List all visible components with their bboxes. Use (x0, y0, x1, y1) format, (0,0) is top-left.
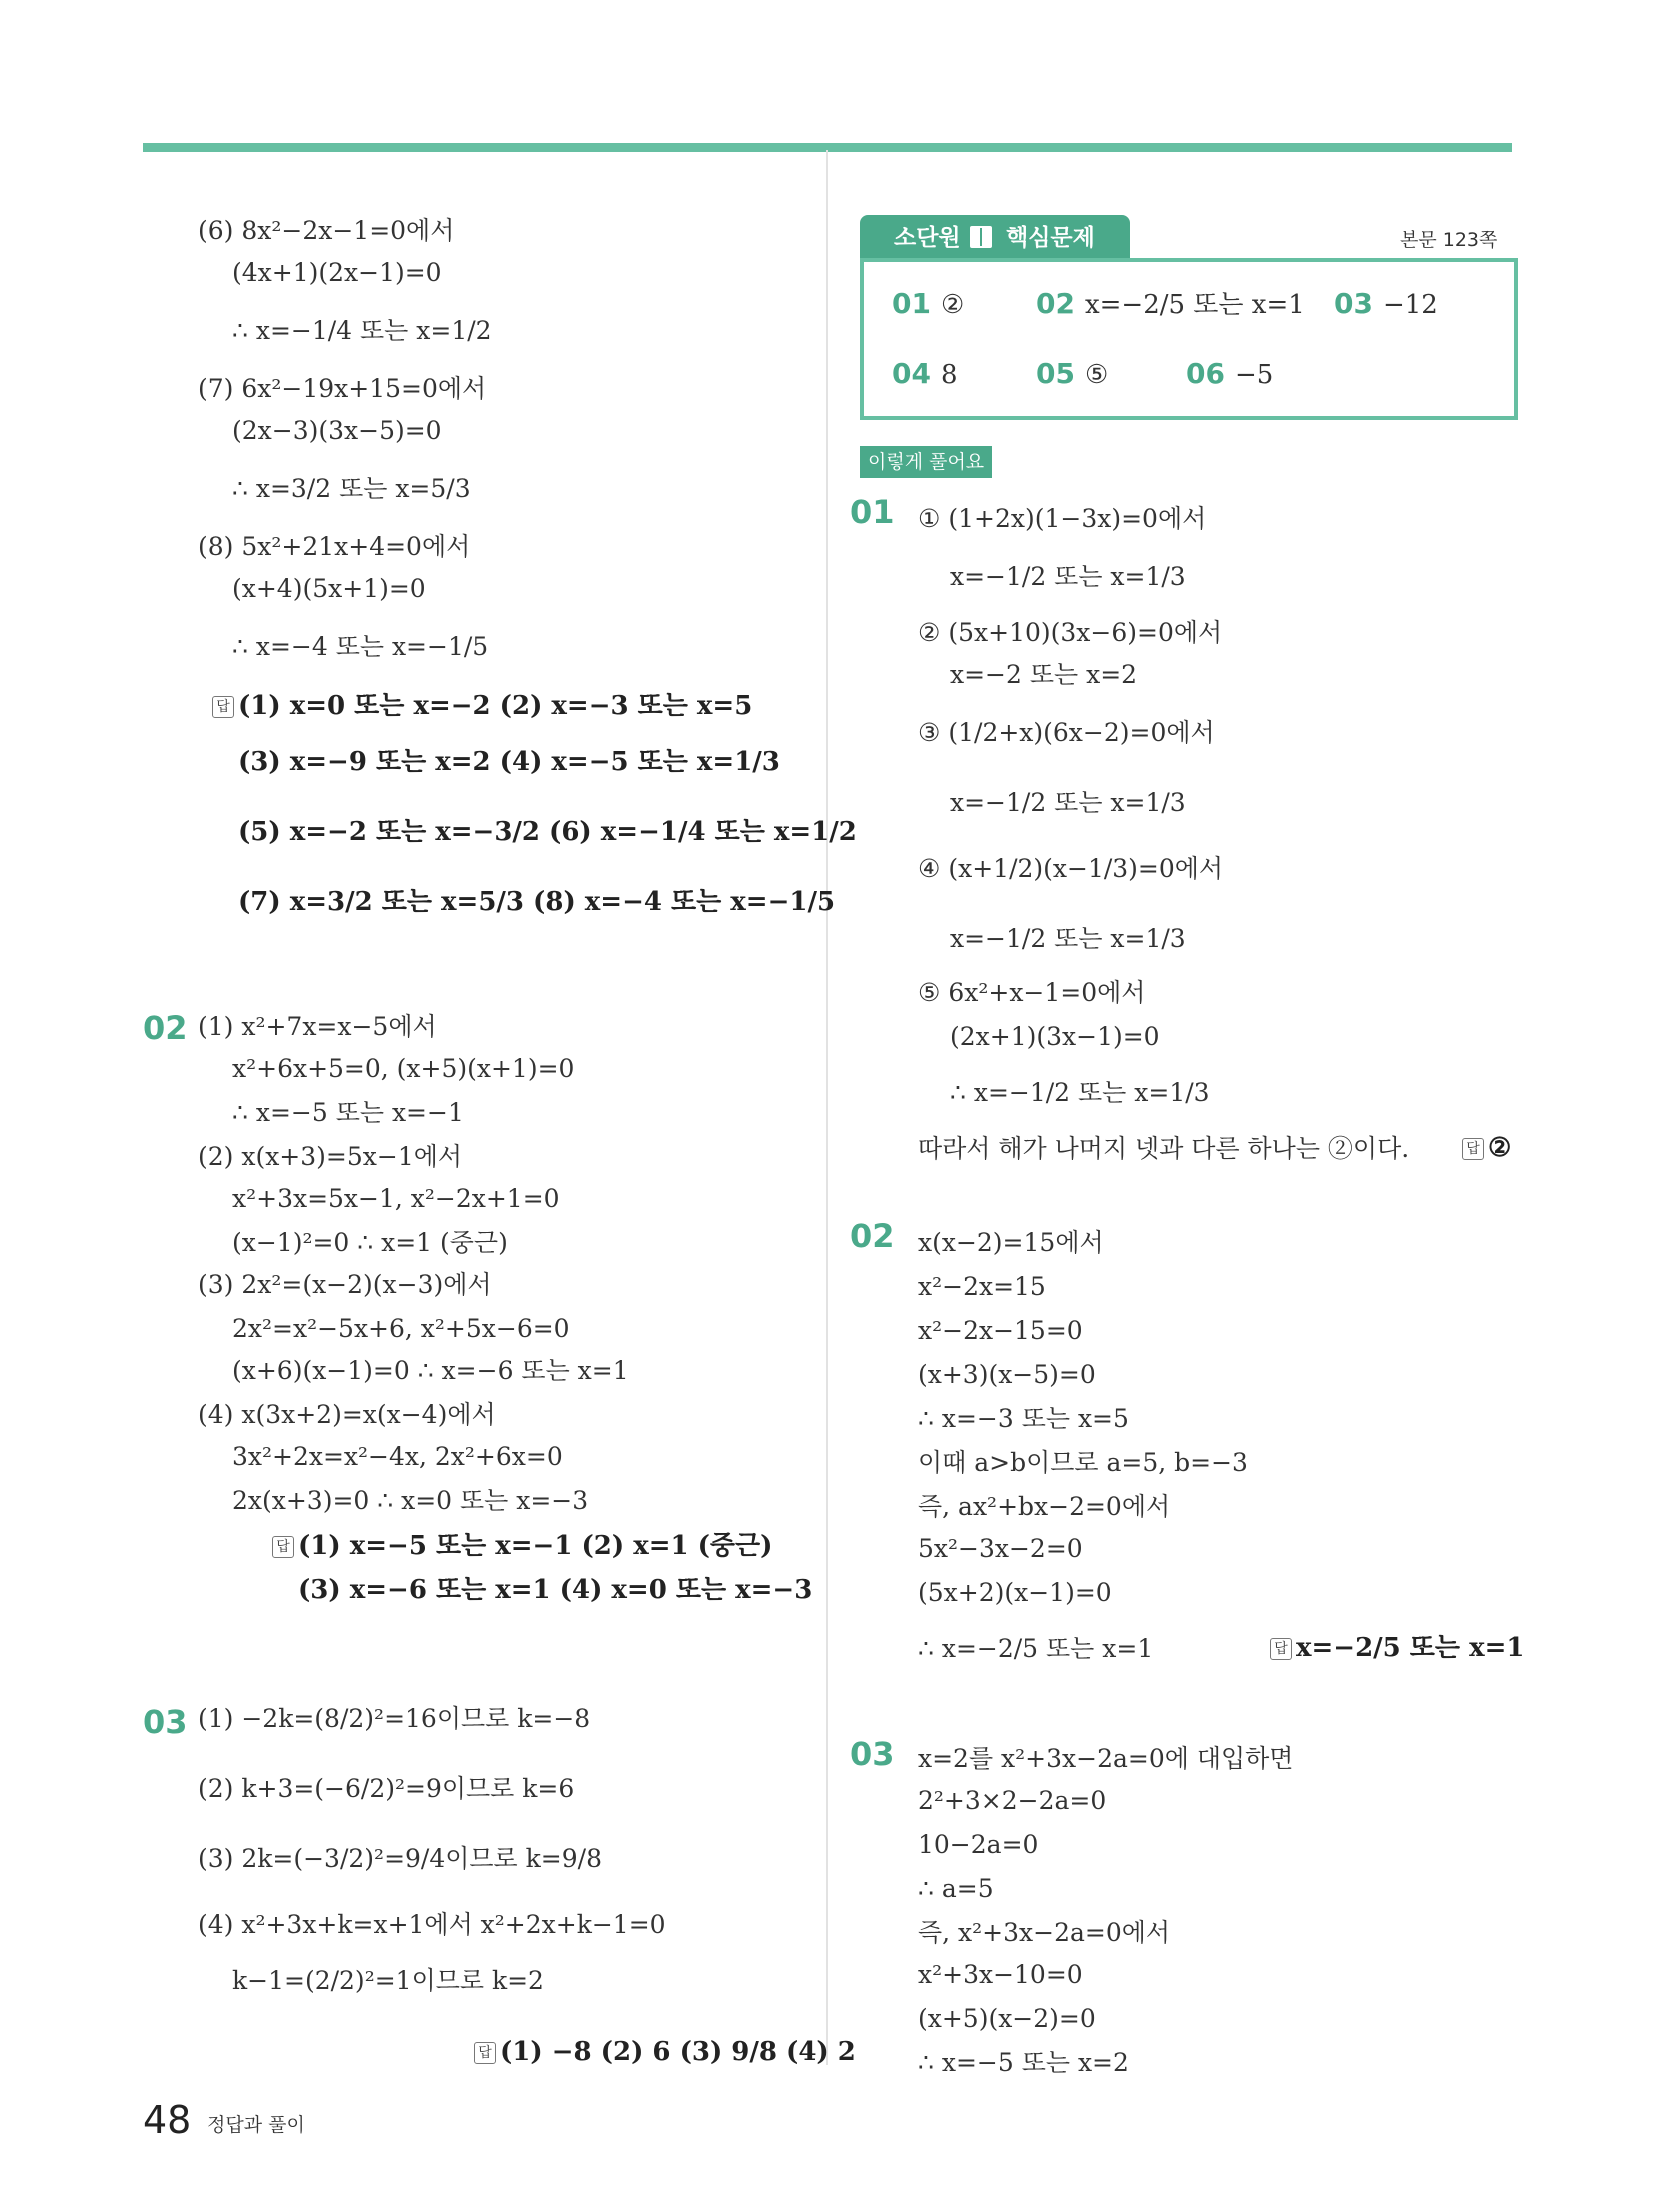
solution-line (950, 922, 1186, 956)
solution-line (198, 530, 470, 564)
solution-line (198, 1268, 492, 1302)
page-label: 정답과 풀이 (207, 2114, 305, 2136)
solution-line (918, 852, 1223, 886)
solution-line-text: ⑤ 6x²+x−1=0에서 (918, 978, 1146, 1007)
summary-cell-value: ② (940, 290, 965, 320)
summary-cell (892, 356, 958, 393)
solution-line (232, 472, 471, 506)
solution-line (918, 1958, 1083, 1992)
solution-line (198, 1010, 437, 1044)
solution-line-text: 즉, x²+3x−2a=0에서 (918, 1918, 1171, 1947)
solution-line-text: (1) −2k=(8/2)²=16이므로 k=−8 (198, 1704, 591, 1733)
solution-line-text: (2x−3)(3x−5)=0 (232, 416, 442, 445)
solution-line-text: (x+3)(x−5)=0 (918, 1360, 1096, 1389)
solution-line-text: (x+6)(x−1)=0 ∴ x=−6 또는 x=1 (232, 1356, 629, 1385)
solution-line (918, 616, 1222, 650)
solution-line (232, 256, 442, 290)
summary-cell-value: x=−2/5 또는 x=1 (1084, 290, 1305, 320)
solution-line-text: ∴ x=−5 또는 x=2 (918, 2048, 1129, 2077)
solution-line-text: (2) k+3=(−6/2)²=9이므로 k=6 (198, 1774, 575, 1803)
solution-line-text: x(x−2)=15에서 (918, 1228, 1104, 1257)
answer-line-text: (1) x=−5 또는 x=−1 (2) x=1 (중근) (298, 1531, 773, 1561)
answer-line (298, 1570, 812, 1610)
solution-line-text: x²+3x=5x−1, x²−2x+1=0 (232, 1184, 560, 1213)
solution-line (232, 572, 426, 606)
column-divider (826, 150, 828, 2065)
solution-line (232, 1964, 544, 1998)
solution-line-text: (1) x²+7x=x−5에서 (198, 1012, 437, 1041)
answer-line (238, 882, 835, 922)
solution-line-text: 2x²=x²−5x+6, x²+5x−6=0 (232, 1314, 570, 1343)
solution-line (918, 1402, 1129, 1436)
solution-line-text: (x+5)(x−2)=0 (918, 2004, 1096, 2033)
solution-line (232, 1440, 563, 1474)
solution-line-text: (2x+1)(3x−1)=0 (950, 1022, 1160, 1051)
answer-icon: 답 (1462, 1138, 1484, 1160)
solution-line (950, 658, 1137, 692)
solution-line-text: (5x+2)(x−1)=0 (918, 1578, 1112, 1607)
answer-line (272, 1526, 772, 1566)
summary-cell (1036, 356, 1108, 393)
solution-line (918, 1872, 994, 1906)
summary-cell-number: 04 (892, 357, 931, 390)
solution-line (918, 502, 1206, 536)
answer-line-text: (5) x=−2 또는 x=−3/2 (6) x=−1/4 또는 x=1/2 (238, 817, 857, 847)
solution-line-text: (8) 5x²+21x+4=0에서 (198, 532, 471, 561)
solution-line (918, 1446, 1248, 1480)
solution-line-text: x=−1/2 또는 x=1/3 (950, 924, 1186, 953)
tab-core-problems-label: 핵심문제 (1006, 225, 1095, 251)
solution-line-text: 2x(x+3)=0 ∴ x=0 또는 x=−3 (232, 1486, 589, 1515)
solution-line-text: (3) 2x²=(x−2)(x−3)에서 (198, 1270, 492, 1299)
answer-icon: 답 (1270, 1638, 1292, 1660)
summary-cell-number: 02 (1036, 287, 1075, 320)
summary-cell (1334, 286, 1438, 323)
solution-line-text: 2²+3×2−2a=0 (918, 1786, 1107, 1815)
solution-line (918, 716, 1215, 750)
summary-cell-number: 06 (1186, 357, 1225, 390)
left-q02-number: 02 (143, 1009, 188, 1047)
solution-line (950, 1076, 1210, 1110)
solution-line (918, 1828, 1038, 1862)
solution-line-text: 5x²−3x−2=0 (918, 1534, 1083, 1563)
summary-cell-number: 01 (892, 287, 931, 320)
solution-line (232, 314, 492, 348)
answer-line-text: (3) x=−6 또는 x=1 (4) x=0 또는 x=−3 (298, 1575, 813, 1605)
answer-line (238, 812, 857, 852)
solution-line-text: 10−2a=0 (918, 1830, 1039, 1859)
page-number: 48 (143, 2098, 192, 2142)
solution-line (232, 414, 442, 448)
right-q03-number: 03 (850, 1735, 895, 1773)
answer-line (1462, 1128, 1511, 1168)
answer-icon: 답 (212, 696, 234, 718)
solution-line-text: (6) 8x²−2x−1=0에서 (198, 216, 455, 245)
solution-line-text: ② (5x+10)(3x−6)=0에서 (918, 618, 1223, 647)
solution-line-text: 3x²+2x=x²−4x, 2x²+6x=0 (232, 1442, 563, 1471)
solution-line-text: ① (1+2x)(1−3x)=0에서 (918, 504, 1207, 533)
answer-summary-box (860, 258, 1518, 420)
solution-line-text: 이때 a>b이므로 a=5, b=−3 (918, 1448, 1248, 1477)
solution-line-text: ∴ x=−5 또는 x=−1 (232, 1098, 464, 1127)
summary-cell-value: −12 (1382, 290, 1438, 320)
answer-line (474, 2032, 856, 2072)
page-reference: 본문 123쪽 (1400, 229, 1498, 251)
solution-line (918, 1358, 1096, 1392)
solution-line-text: ∴ x=−4 또는 x=−1/5 (232, 632, 489, 661)
solution-line-text: ∴ x=−3 또는 x=5 (918, 1404, 1129, 1433)
solution-line-text: ④ (x+1/2)(x−1/3)=0에서 (918, 854, 1224, 883)
solution-line-text: k−1=(2/2)²=1이므로 k=2 (232, 1966, 544, 1995)
solution-line-text: (4) x(3x+2)=x(x−4)에서 (198, 1400, 496, 1429)
solution-line (918, 1314, 1083, 1348)
summary-cell (1186, 356, 1273, 393)
solution-line-text: (x−1)²=0 ∴ x=1 (중근) (232, 1228, 508, 1257)
solution-line-text: x=2를 x²+3x−2a=0에 대입하면 (918, 1744, 1294, 1773)
solution-line-text: x=−1/2 또는 x=1/3 (950, 562, 1186, 591)
summary-cell (1036, 286, 1305, 323)
solution-line (198, 214, 454, 248)
solution-line (918, 2002, 1096, 2036)
summary-cell-value: 8 (940, 360, 958, 390)
summary-cell-value: −5 (1234, 360, 1274, 390)
answer-line (238, 742, 780, 782)
solution-line (918, 1632, 1153, 1666)
solution-line-text: x²+3x−10=0 (918, 1960, 1083, 1989)
section-tab (860, 215, 1130, 261)
answer-line-text: (7) x=3/2 또는 x=5/3 (8) x=−4 또는 x=−1/5 (238, 887, 836, 917)
solution-line-text: (3) 2k=(−3/2)²=9/4이므로 k=9/8 (198, 1844, 602, 1873)
summary-cell-number: 03 (1334, 287, 1373, 320)
solution-line (232, 1484, 588, 1518)
solution-line-text: (4x+1)(2x−1)=0 (232, 258, 442, 287)
answer-line-text: ② (1488, 1133, 1512, 1163)
solution-line (198, 1772, 574, 1806)
solution-line (198, 1842, 602, 1876)
answer-line (1270, 1628, 1524, 1668)
solution-line-text: x=−2 또는 x=2 (950, 660, 1138, 689)
solution-line (232, 1226, 508, 1260)
solution-line (918, 1132, 1409, 1166)
solution-line (198, 1702, 590, 1736)
right-q02-number: 02 (850, 1217, 895, 1255)
solution-line-text: (7) 6x²−19x+15=0에서 (198, 374, 487, 403)
solution-line (198, 1140, 462, 1174)
solution-line-text: ∴ a=5 (918, 1874, 994, 1903)
solution-line (918, 1916, 1170, 1950)
solution-line (918, 2046, 1129, 2080)
right-q01-number: 01 (850, 493, 895, 531)
solution-line-text: x²−2x−15=0 (918, 1316, 1083, 1345)
solution-label: 이렇게 풀어요 (860, 446, 992, 478)
solution-line-text: (4) x²+3x+k=x+1에서 x²+2x+k−1=0 (198, 1910, 666, 1939)
summary-cell (892, 286, 964, 323)
solution-line (232, 1052, 574, 1086)
left-q03-number: 03 (143, 1703, 188, 1741)
answer-line-text: (3) x=−9 또는 x=2 (4) x=−5 또는 x=1/3 (238, 747, 780, 777)
solution-line-text: ∴ x=−1/4 또는 x=1/2 (232, 316, 492, 345)
solution-line (950, 560, 1186, 594)
solution-line (918, 976, 1145, 1010)
answer-icon: 답 (474, 2042, 496, 2064)
solution-line (198, 1398, 496, 1432)
solution-line (918, 1532, 1083, 1566)
answer-line (212, 686, 752, 726)
solution-line (232, 1182, 560, 1216)
answer-line-text: (1) x=0 또는 x=−2 (2) x=−3 또는 x=5 (238, 691, 753, 721)
solution-line (198, 1908, 666, 1942)
solution-line (232, 1354, 629, 1388)
solution-line-text: 따라서 해가 나머지 넷과 다른 하나는 ②이다. (918, 1134, 1410, 1163)
answer-line-text: x=−2/5 또는 x=1 (1296, 1633, 1525, 1663)
tab-subsection-label: 소단원 (894, 225, 961, 251)
solution-line-text: x²+6x+5=0, (x+5)(x+1)=0 (232, 1054, 575, 1083)
solution-line-text: (x+4)(5x+1)=0 (232, 574, 426, 603)
solution-line-text: (2) x(x+3)=5x−1에서 (198, 1142, 463, 1171)
solution-line-text: ③ (1/2+x)(6x−2)=0에서 (918, 718, 1215, 747)
solution-line (232, 1312, 570, 1346)
solution-line (918, 1576, 1112, 1610)
answer-line-text: (1) −8 (2) 6 (3) 9/8 (4) 2 (500, 2037, 856, 2067)
solution-line (232, 630, 488, 664)
solution-line (918, 1270, 1046, 1304)
solution-line (918, 1742, 1293, 1776)
solution-line (918, 1784, 1106, 1818)
solution-line-text: 즉, ax²+bx−2=0에서 (918, 1492, 1171, 1521)
solution-line-text: x²−2x=15 (918, 1272, 1046, 1301)
solution-line-text: ∴ x=3/2 또는 x=5/3 (232, 474, 471, 503)
solution-line-text: x=−1/2 또는 x=1/3 (950, 788, 1186, 817)
answer-icon: 답 (272, 1536, 294, 1558)
solution-line-text: ∴ x=−1/2 또는 x=1/3 (950, 1078, 1210, 1107)
summary-cell-value: ⑤ (1084, 360, 1109, 390)
solution-line (950, 1020, 1160, 1054)
solution-line (198, 372, 486, 406)
summary-cell-number: 05 (1036, 357, 1075, 390)
solution-line (918, 1226, 1104, 1260)
solution-line (918, 1490, 1170, 1524)
solution-line (232, 1096, 464, 1130)
book-icon (970, 226, 992, 248)
solution-line-text: ∴ x=−2/5 또는 x=1 (918, 1634, 1154, 1663)
solution-line (950, 786, 1186, 820)
